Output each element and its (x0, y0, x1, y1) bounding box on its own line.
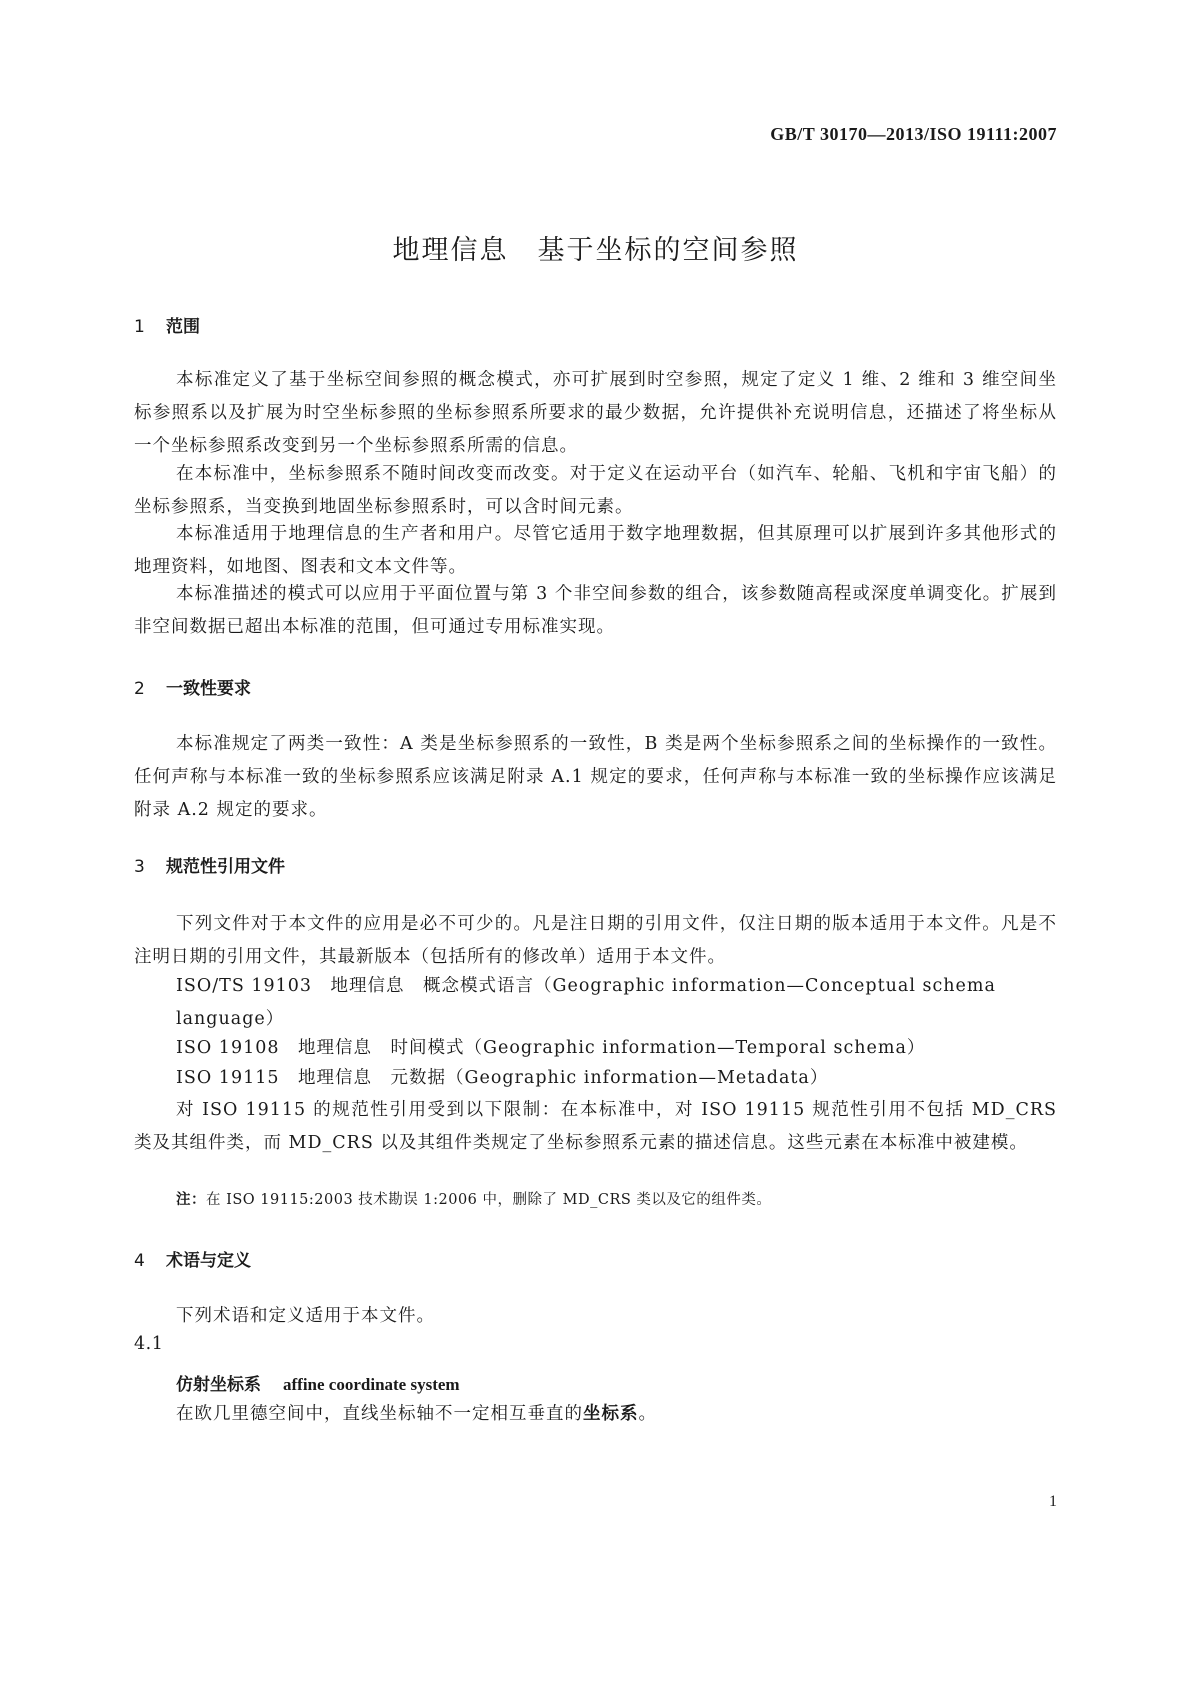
paragraph: 下列术语和定义适用于本文件。 (176, 1306, 435, 1326)
section-title: 一致性要求 (166, 679, 251, 699)
term-name (176, 1370, 460, 1395)
paragraph: 在本标准中，坐标参照系不随时间改变而改变。对于定义在运动平台（如汽车、轮船、飞机和宇宙飞船）的坐标参照系，当变换到地固坐标参照系时，可以含时间元素。 (134, 464, 1057, 517)
standard-code-header: GB/T 30170—2013/ISO 19111:2007 (770, 124, 1057, 144)
section-2-heading (134, 674, 251, 699)
term-name-cn: 仿射坐标系 (176, 1375, 261, 1395)
normative-reference: ISO 19108 地理信息 时间模式（Geographic information—Temporal schema） (176, 1038, 926, 1058)
paragraph: 本标准描述的模式可以应用于平面位置与第 3 个非空间参数的组合，该参数随高程或深度单调变化。扩展到非空间数据已超出本标准的范围，但可通过专用标准实现。 (134, 584, 1057, 637)
term-number: 4.1 (134, 1334, 164, 1354)
definition-term-link: 坐标系 (583, 1404, 639, 1424)
paragraph: 本标准定义了基于坐标空间参照的概念模式，亦可扩展到时空参照，规定了定义 1 维、2 维和 3 维空间坐标参照系以及扩展为时空坐标参照的坐标参照系所要求的最少数据，允许提供补充说明信息，还描述了将坐标从一个坐标参照系改变到另一个坐标参照系所需的信息。 (134, 370, 1057, 456)
term-name-en: affine coordinate system (283, 1375, 460, 1394)
section-title: 范围 (166, 317, 200, 337)
section-4-heading (134, 1246, 251, 1271)
section-1-heading (134, 312, 200, 337)
document-title: 地理信息 基于坐标的空间参照 (392, 235, 799, 266)
normative-reference: ISO/TS 19103 地理信息 概念模式语言（Geographic information—Conceptual schema language） (176, 976, 996, 1029)
page-number: 1 (1049, 1493, 1057, 1510)
note (176, 1188, 1057, 1212)
definition-end: 。 (638, 1404, 657, 1424)
section-title: 术语与定义 (166, 1251, 251, 1271)
section-number: 1 (134, 317, 145, 337)
section-number: 2 (134, 679, 145, 699)
section-3-heading (134, 852, 285, 877)
section-number: 4 (134, 1251, 145, 1271)
definition-text: 在欧几里德空间中，直线坐标轴不一定相互垂直的 (176, 1404, 583, 1424)
term-definition (176, 1400, 657, 1425)
normative-reference: ISO 19115 地理信息 元数据（Geographic information—Metadata） (176, 1068, 829, 1088)
section-number: 3 (134, 857, 145, 877)
paragraph: 下列文件对于本文件的应用是必不可少的。凡是注日期的引用文件，仅注日期的版本适用于本文件。凡是不注明日期的引用文件，其最新版本（包括所有的修改单）适用于本文件。 (134, 914, 1057, 967)
note-text: 在 ISO 19115:2003 技术勘误 1:2006 中，删除了 MD_CRS 类以及它的组件类。 (206, 1192, 772, 1208)
note-label: 注： (176, 1192, 206, 1208)
paragraph: 本标准适用于地理信息的生产者和用户。尽管它适用于数字地理数据，但其原理可以扩展到许多其他形式的地理资料，如地图、图表和文本文件等。 (134, 524, 1057, 577)
section-title: 规范性引用文件 (166, 857, 285, 877)
reference-restriction: 对 ISO 19115 的规范性引用受到以下限制：在本标准中，对 ISO 19115 规范性引用不包括 MD_CRS 类及其组件类，而 MD_CRS 以及其组件类规定了坐标参照系元素的描述信息。这些元素在本标准中被建模。 (134, 1100, 1057, 1153)
paragraph: 本标准规定了两类一致性：A 类是坐标参照系的一致性，B 类是两个坐标参照系之间的坐标操作的一致性。任何声称与本标准一致的坐标参照系应该满足附录 A.1 规定的要求，任何声称与本标准一致的坐标操作应该满足附录 A.2 规定的要求。 (134, 734, 1057, 820)
